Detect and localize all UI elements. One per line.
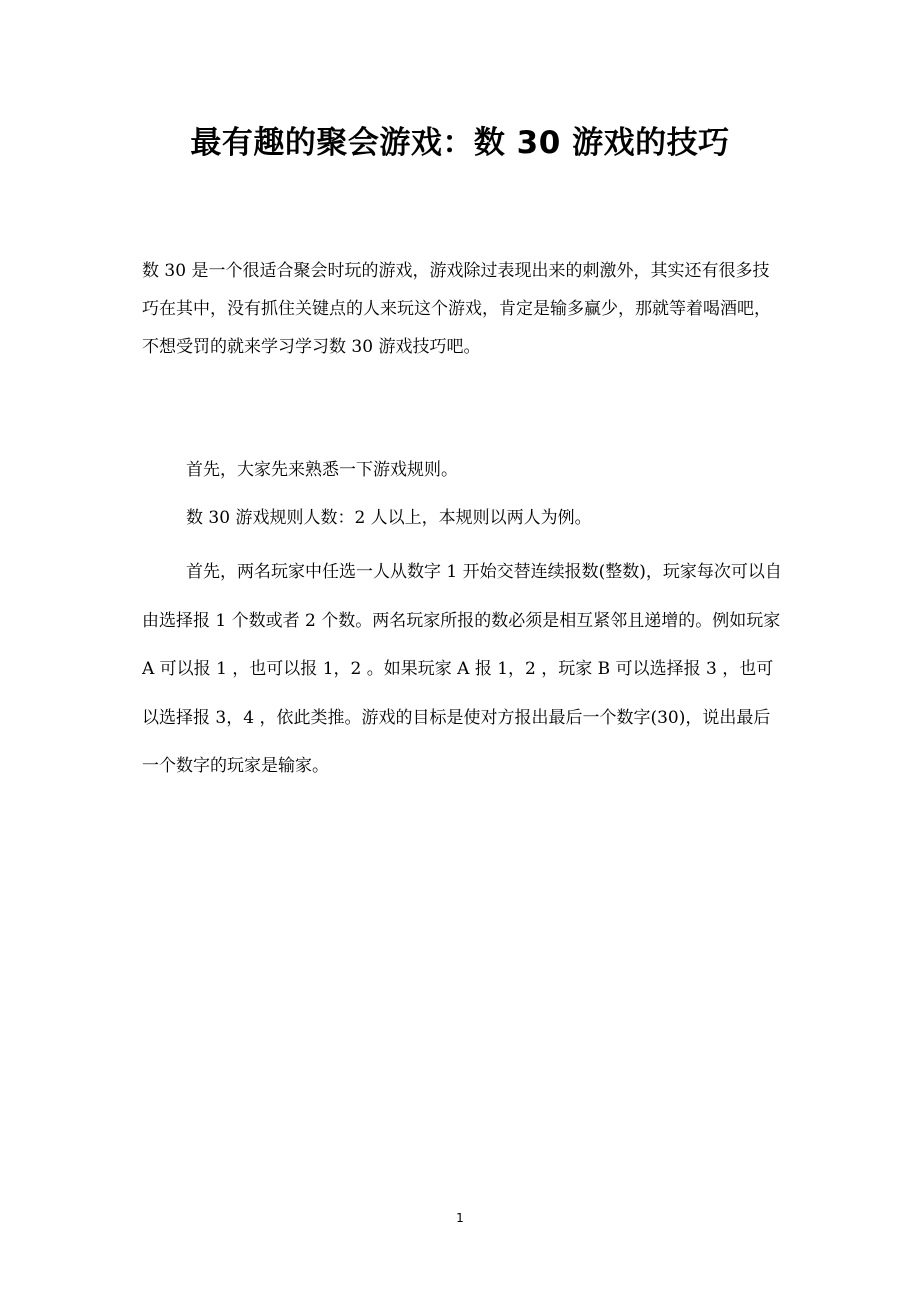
rules-intro-paragraph: 首先，大家先来熟悉一下游戏规则。: [186, 460, 458, 480]
rules-detail-paragraph: 首先，两名玩家中任选一人从数字 1 开始交替连续报数(整数)，玩家每次可以自由选择报 1 个数或者 2 个数。两名玩家所报的数必须是相互紧邻且递增的。例如玩家 A 可以报 1 ，也可以报 1，2 。如果玩家 A 报 1，2 ，玩家 B 可以选择报 3 ，也可以选择报 3，4 ，依此类推。游戏的目标是使对方报出最后一个数字(30)，说出最后一个数字的玩家是输家。: [142, 562, 782, 776]
player-count-paragraph: 数 30 游戏规则人数：2 人以上，本规则以两人为例。: [186, 508, 592, 528]
intro-paragraph: 数 30 是一个很适合聚会时玩的游戏，游戏除过表现出来的刺激外，其实还有很多技巧在其中，没有抓住关键点的人来玩这个游戏，肯定是输多赢少，那就等着喝酒吧，不想受罚的就来学习学习数 30 游戏技巧吧。: [142, 261, 771, 357]
document-title: 最有趣的聚会游戏：数 30 游戏的技巧: [190, 125, 730, 161]
page-number: 1: [456, 1211, 464, 1225]
